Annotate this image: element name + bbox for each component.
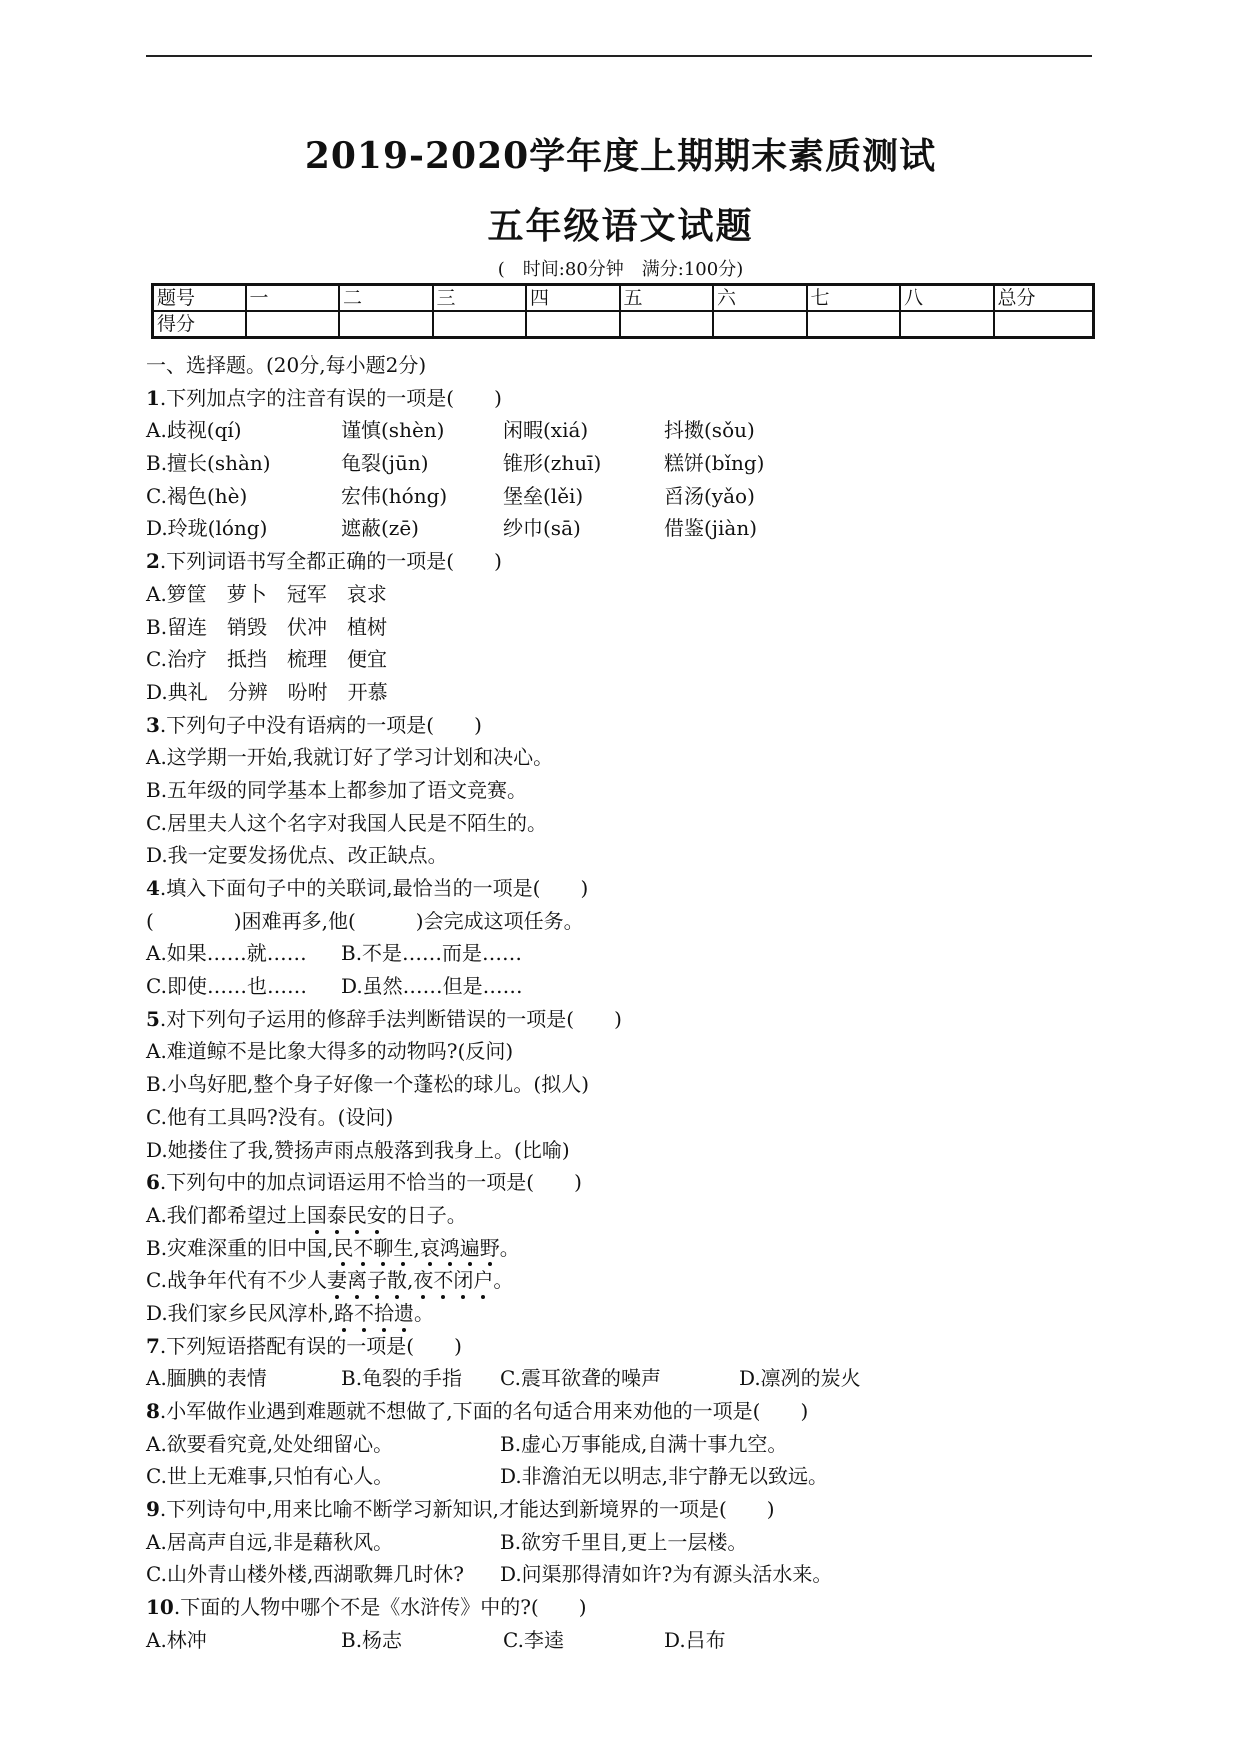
option-text: C.世上无难事,只怕有心人。: [146, 1464, 394, 1489]
question-9-stem: [146, 1493, 1096, 1526]
option-text: A.欲要看究竟,处处细留心。: [146, 1431, 394, 1456]
question-3-stem: [146, 709, 1096, 742]
score-cell: 二: [339, 285, 433, 312]
score-entry-cell: [900, 311, 994, 338]
score-entry-cell: [807, 311, 901, 338]
option-text: 闲暇(xiá): [503, 418, 589, 443]
option-line: D.典礼 分辨 吩咐 开慕: [146, 679, 388, 704]
option-text: 堡垒(lěi): [503, 483, 584, 508]
option-text: D.玲珑(lóng): [146, 516, 268, 541]
question-text: .下列词语书写全都正确的一项是( ): [159, 549, 502, 574]
dotted-phrase: 路不拾遗: [334, 1301, 414, 1325]
question-number: 3: [146, 712, 160, 737]
score-entry-cell: [433, 311, 527, 338]
option-text: C.褐色(hè): [146, 483, 248, 508]
option-line: B.小鸟好肥,整个身子好像一个蓬松的球儿。(拟人): [146, 1072, 590, 1097]
option-line: B.留连 销毁 伏冲 植树: [146, 614, 388, 639]
question-1-stem: [146, 382, 1096, 415]
question-text: .填入下面句子中的关联词,最恰当的一项是( ): [159, 876, 589, 900]
option-text: 抖擞(sǒu): [664, 418, 755, 443]
dotted-phrase: 国泰民安: [307, 1203, 387, 1227]
option-text: 纱巾(sā): [503, 516, 581, 541]
question-1-row-c: [146, 480, 1096, 513]
option-text: D.非澹泊无以明志,非宁静无以致远。: [500, 1464, 829, 1489]
option-text: D.吕布: [664, 1627, 726, 1652]
question-text: .小军做作业遇到难题就不想做了,下面的名句适合用来劝他的一项是( ): [159, 1399, 809, 1423]
option-line: [146, 1297, 1096, 1330]
question-9-row-ab: [146, 1526, 1096, 1559]
option-text: A.歧视(qí): [146, 418, 242, 443]
option-line: C.居里夫人这个名字对我国人民是不陌生的。: [146, 810, 547, 835]
option-text: A.居高声自远,非是藉秋风。: [146, 1529, 394, 1554]
score-table-header-row: [153, 285, 1094, 312]
question-8-row-ab: [146, 1428, 1096, 1461]
option-line: [146, 1232, 1096, 1265]
question-9-row-cd: [146, 1558, 1096, 1591]
option-text: D.问渠那得清如许?为有源头活水来。: [500, 1562, 833, 1587]
option-text: 的日子。: [386, 1202, 467, 1227]
option-text: B.虚心万事能成,自满十事九空。: [500, 1431, 788, 1456]
option-text: D.虽然……但是……: [341, 974, 523, 999]
question-text: .下面的人物中哪个不是《水浒传》中的?( ): [173, 1595, 587, 1620]
option-line: A.难道鲸不是比象大得多的动物吗?(反问): [146, 1039, 514, 1064]
score-entry-cell: [620, 311, 714, 338]
option-line: [146, 1264, 1096, 1297]
option-line: [146, 1199, 1096, 1232]
option-line: D.我一定要发扬优点、改正缺点。: [146, 843, 448, 868]
option-text: 谨慎(shèn): [341, 418, 445, 443]
question-number: 4: [146, 876, 160, 900]
option-text: B.杨志: [341, 1627, 403, 1652]
option-text: 宏伟(hóng): [341, 483, 448, 508]
question-text: .下列句子中没有语病的一项是( ): [159, 712, 482, 737]
option-text: C.战争年代有不少人: [146, 1268, 327, 1293]
question-text: .下列句中的加点词语运用不恰当的一项是( ): [159, 1170, 582, 1195]
option-text: 龟裂(jūn): [341, 451, 429, 476]
question-10-options: [146, 1624, 1096, 1657]
question-4-row-cd: [146, 970, 1096, 1003]
option-line: B.五年级的同学基本上都参加了语文竞赛。: [146, 777, 528, 802]
option-text: 糕饼(bǐng): [664, 451, 765, 476]
option-text: A.如果……就……: [146, 941, 307, 966]
score-cell: 一: [246, 285, 340, 312]
dotted-phrase: 妻离子散,夜不闭户: [327, 1268, 493, 1292]
question-number: 10: [146, 1595, 174, 1620]
question-8-stem: [146, 1395, 1096, 1428]
section-title: 一、选择题。(20分,每小题2分): [146, 353, 427, 377]
option-text: 。: [414, 1300, 435, 1325]
question-5-stem: [146, 1003, 1096, 1036]
question-number: 9: [146, 1497, 160, 1522]
option-text: B.擅长(shàn): [146, 451, 271, 476]
question-number: 2: [146, 549, 160, 574]
exam-subject: 五年级语文试题: [487, 205, 754, 247]
exam-body: [146, 349, 1096, 1657]
option-text: 锥形(zhuī): [503, 451, 602, 476]
question-1-row-d: [146, 512, 1096, 545]
option-text: B.欲穷千里目,更上一层楼。: [500, 1529, 748, 1554]
question-4-sentence: ( )困难再多,他( )会完成这项任务。: [146, 908, 584, 933]
score-cell: 八: [900, 285, 994, 312]
score-table: [151, 283, 1095, 339]
question-number: 6: [146, 1170, 160, 1195]
score-table-score-row: [153, 311, 1094, 338]
score-cell: 三: [433, 285, 527, 312]
score-entry-cell: [246, 311, 340, 338]
score-entry-cell: [713, 311, 807, 338]
question-2-stem: [146, 545, 1096, 578]
score-entry-cell: [339, 311, 433, 338]
question-4-stem: [146, 872, 1096, 905]
question-10-stem: [146, 1591, 1096, 1624]
option-text: A.腼腆的表情: [146, 1366, 267, 1391]
score-cell: 题号: [153, 285, 246, 312]
question-1-row-a: [146, 414, 1096, 447]
question-text: .下列诗句中,用来比喻不断学习新知识,才能达到新境界的一项是( ): [159, 1497, 775, 1522]
option-line: A.箩筐 萝卜 冠军 哀求: [146, 581, 387, 606]
score-cell: 得分: [153, 311, 246, 338]
option-text: A.我们都希望过上: [146, 1202, 307, 1227]
option-text: 。: [499, 1235, 520, 1260]
option-text: C.李逵: [503, 1627, 564, 1652]
score-cell: 五: [620, 285, 714, 312]
question-number: 5: [146, 1006, 160, 1031]
option-text: C.即使……也……: [146, 974, 307, 999]
score-cell: 六: [713, 285, 807, 312]
option-line: A.这学期一开始,我就订好了学习计划和决心。: [146, 745, 554, 770]
option-text: 舀汤(yǎo): [664, 483, 755, 508]
option-line: C.他有工具吗?没有。(设问): [146, 1104, 394, 1129]
question-4-row-ab: [146, 937, 1096, 970]
question-text: .对下列句子运用的修辞手法判断错误的一项是( ): [159, 1006, 622, 1031]
score-cell: 七: [807, 285, 901, 312]
score-cell: 总分: [994, 285, 1094, 312]
question-number: 7: [146, 1333, 160, 1358]
question-1-row-b: [146, 447, 1096, 480]
question-text: .下列加点字的注音有误的一项是( ): [159, 385, 502, 410]
option-line: C.治疗 抵挡 梳理 便宜: [146, 647, 387, 672]
option-text: B.灾难深重的旧中国,: [146, 1235, 334, 1260]
exam-meta: ( 时间:80分钟 满分:100分): [497, 259, 744, 280]
option-text: A.林冲: [146, 1627, 207, 1652]
option-text: 。: [493, 1268, 514, 1293]
score-entry-cell: [994, 311, 1094, 338]
question-8-row-cd: [146, 1460, 1096, 1493]
option-text: C.震耳欲聋的噪声: [500, 1366, 661, 1391]
score-entry-cell: [526, 311, 620, 338]
question-6-stem: [146, 1166, 1096, 1199]
dotted-phrase: 民不聊生,哀鸿遍野: [333, 1236, 499, 1260]
option-text: C.山外青山楼外楼,西湖歌舞几时休?: [146, 1562, 465, 1587]
option-line: D.她搂住了我,赞扬声雨点般落到我身上。(比喻): [146, 1137, 570, 1162]
question-7-stem: [146, 1330, 1096, 1363]
option-text: B.龟裂的手指: [341, 1366, 463, 1391]
option-text: 借鉴(jiàn): [664, 516, 758, 541]
question-number: 8: [146, 1399, 160, 1423]
header-rule: [146, 55, 1092, 57]
question-number: 1: [146, 385, 160, 410]
option-text: B.不是……而是……: [341, 941, 523, 966]
question-7-options: [146, 1362, 1096, 1395]
question-text: .下列短语搭配有误的一项是( ): [159, 1333, 462, 1358]
exam-title: 2019-2020学年度上期期末素质测试: [304, 135, 937, 177]
option-text: 遮蔽(zē): [341, 516, 419, 541]
option-text: D.我们家乡民风淳朴,: [146, 1300, 335, 1325]
score-cell: 四: [526, 285, 620, 312]
option-text: D.凛冽的炭火: [739, 1366, 861, 1391]
